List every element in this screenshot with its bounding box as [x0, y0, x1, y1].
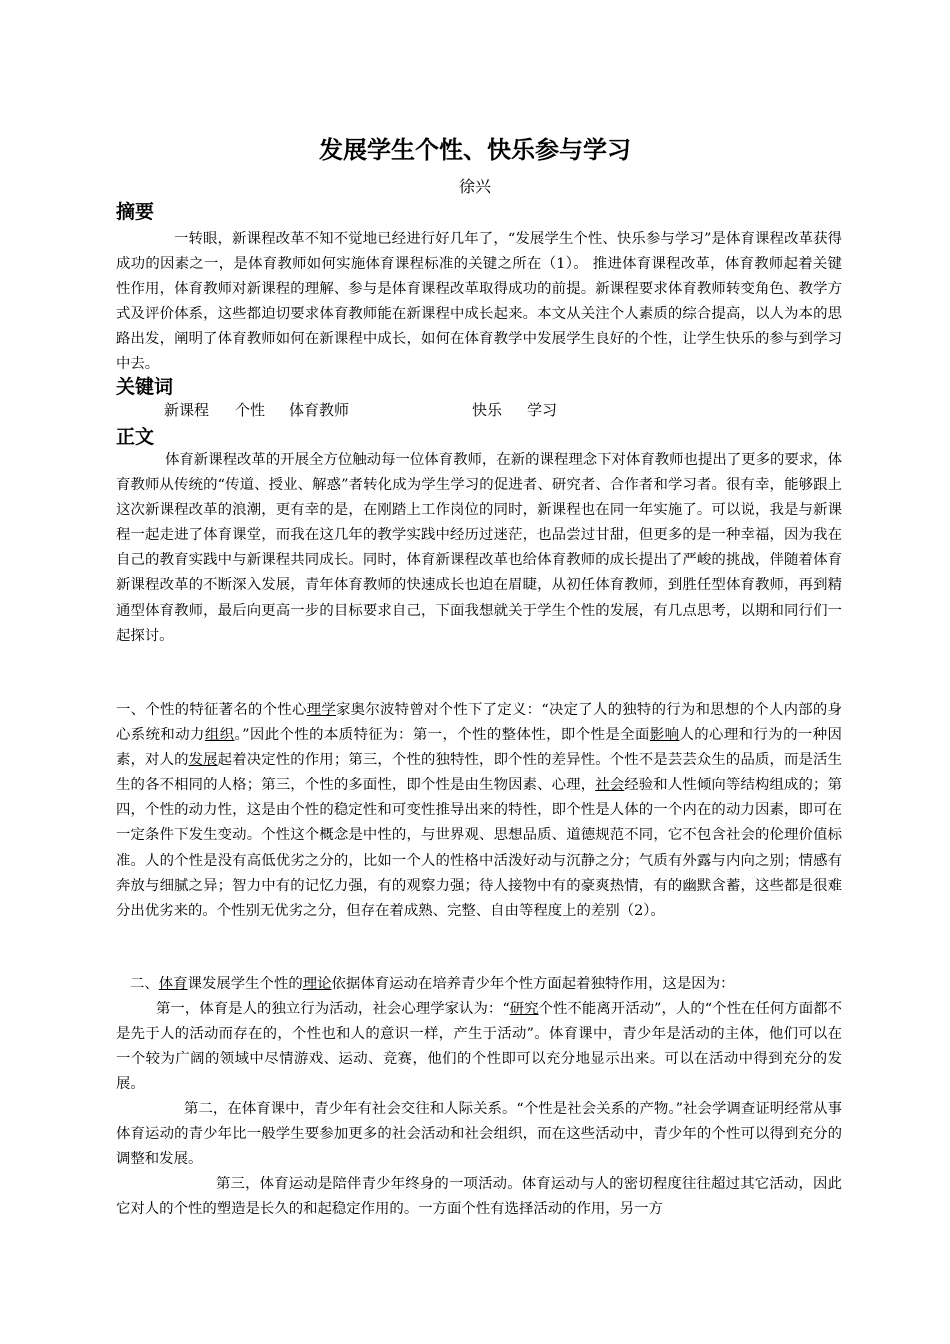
keyword-item: 体育教师 — [289, 401, 350, 419]
keyword-item: 新课程 — [164, 401, 210, 419]
point-three-paragraph: 第三，体育运动是陪伴青少年终身的一项活动。体育运动与人的密切程度往往超过其它活动，因此它对人的个性的塑造是长久的和起稳定作用的。一方面个性有选择活动的作用，另一方 — [116, 1176, 842, 1218]
abstract-heading: 摘要 — [116, 201, 155, 223]
document-title: 发展学生个性、快乐参与学习 — [319, 136, 631, 164]
abstract-text: 一转眼，新课程改革不知不觉地已经进行好几年了，“发展学生个性、快乐参与学习”是体育课程改革获得成功的因素之一，是体育教师如何实施体育课程标准的关键之所在（1）。 推进体育课程改革，体育教师起着关键性作用，体育教师对新课程的理解、参与是体育课程改革取得成功的前提。新课程要求体育教师转变角色、教学方式及评价体系，这些都迫切要求体育教师能在新课程中成长起来。本文从关注个人素质的综合提高，以人为本的思路出发，阐明了体育教师如何在新课程中成长，如何在体育教学中发展学生良好的个性，让学生快乐的参与到学习中去。 — [116, 231, 842, 373]
keyword-item: 个性 — [235, 401, 266, 419]
keywords-heading: 关键词 — [116, 376, 174, 398]
body-intro-paragraph: 体育新课程改革的开展全方位触动每一位体育教师，在新的课程理念下对体育教师也提出了更多的要求，体育教师从传统的“传道、授业、解惑”者转化成为学生学习的促进者、研究者、合作者和学习者。很有幸，能够跟上这次新课程改革的浪潮，更有幸的是，在刚踏上工作岗位的同时，新课程也在同一年实施了。可以说，我是与新课程一起走进了体育课堂，而我在这几年的教学实践中经历过迷茫，也品尝过甘甜，但更多的是一种幸福，因为我在自己的教育实践中与新课程共同成长。同时，体育新课程改革也给体育教师的成长提出了严峻的挑战，伴随着体育新课程改革的不断深入发展，青年体育教师的快速成长也迫在眉睫，从初任体育教师，到胜任型体育教师，再到精通型体育教师，最后向更高一步的目标要求自己，下面我想就关于学生个性的发展，有几点思考，以期和同行们一起探讨。 — [116, 452, 842, 644]
body-heading: 正文 — [116, 426, 155, 448]
link-development[interactable]: 发展 — [188, 752, 218, 769]
link-organization[interactable]: 组织 — [204, 727, 235, 744]
link-influence[interactable]: 影响 — [649, 727, 680, 744]
keyword-item: 学习 — [527, 401, 558, 419]
section-one-paragraph: 一、个性的特征著名的个性心理学家奥尔波特曾对个性下了定义：“决定了人的独特的行为和思想的个人内部的身心系统和动力组织。”因此个性的本质特征为：第一，个性的整体性，即个性是全面影响人的心理和行为的一种因素，对人的发展起着决定性的作用；第三，个性的独特性，即个性的差异性。个性不是芸芸众生的品质，而是活生生的各不相同的人格；第三，个性的多面性，即个性是由生物因素、心理，社会经验和人性倾向等结构组成的；第四，个性的动力性，这是由个性的稳定性和可变性推导出来的特性，即个性是人体的一个内在的动力因素，即可在一定条件下发生变动。个性这个概念是中性的，与世界观、思想品质、道德规范不同，它不包含社会的伦理价值标准。人的个性是没有高低优劣之分的，比如一个人的性格中活泼好动与沉静之分；气质有外露与内向之别；情感有奔放与细腻之异；智力中有的记忆力强，有的观察力强；待人接物中有的豪爽热情，有的幽默含蓄，这些都是很难分出优劣来的。个性别无优劣之分，但存在着成熟、完整、自由等程度上的差别（2）。 — [116, 702, 842, 919]
link-research[interactable]: 研究 — [509, 1001, 539, 1017]
point-two-paragraph: 第二，在体育课中，青少年有社会交往和人际关系。“个性是社会关系的产物。”社会学调查证明经常从事体育运动的青少年比一般学生要参加更多的社会活动和社会组织，而在这些活动中，青少年的个性可以得到充分的调整和发展。 — [116, 1101, 842, 1168]
keyword-item: 快乐 — [472, 401, 503, 419]
point-one-paragraph: 第一，体育是人的独立行为活动，社会心理学家认为：“研究个性不能离开活动”，人的“个性在任何方面都不是先于人的活动而存在的，个性也和人的意识一样，产生于活动”。体育课中，青少年是活动的主体，他们可以在一个较为广阔的领域中尽情游戏、运动、竞赛，他们的个性即可以充分地显示出来。可以在活动中得到充分的发展。 — [116, 1001, 842, 1093]
author-name: 徐兴 — [458, 177, 491, 196]
link-theory[interactable]: 理论 — [302, 976, 332, 992]
link-psychology[interactable]: 理学 — [306, 702, 336, 718]
link-society[interactable]: 社会 — [595, 777, 625, 794]
section-two-heading: 二、体育课发展学生个性的理论依据体育运动在培养青少年个性方面起着独特作用，这是因为： — [130, 976, 735, 992]
link-sports[interactable]: 体育 — [158, 976, 188, 992]
